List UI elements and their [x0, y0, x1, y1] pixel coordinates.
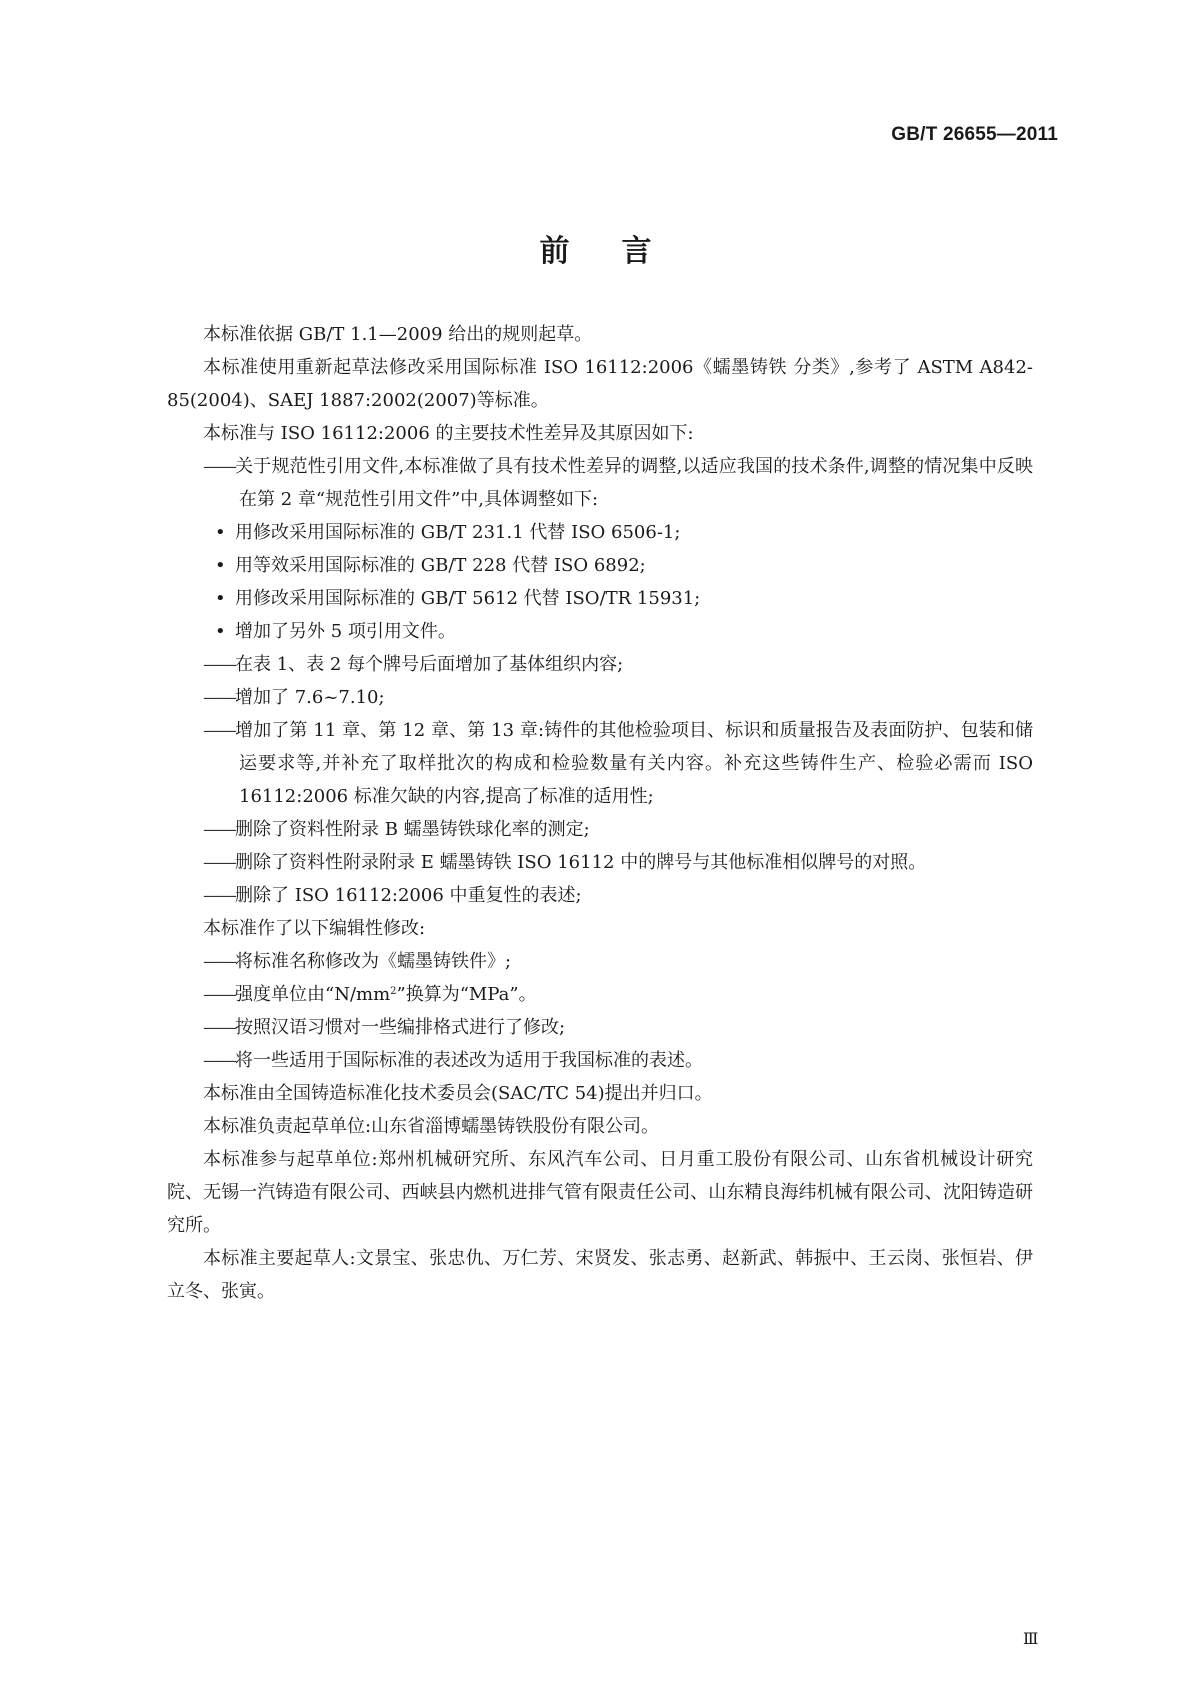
list-item-text: 将一些适用于国际标准的表述改为适用于我国标准的表述。: [235, 1050, 703, 1071]
bullet-text: 用修改采用国际标准的 GB/T 5612 代替 ISO/TR 15931;: [235, 588, 701, 609]
bullet-item: [167, 582, 1033, 615]
list-item-text: 删除了资料性附录附录 E 蠕墨铸铁 ISO 16112 中的牌号与其他标准相似牌号的对照。: [235, 852, 927, 873]
bullet-item: [167, 615, 1033, 648]
dash-marker: ——: [203, 984, 235, 1005]
bullet-text: 用等效采用国际标准的 GB/T 228 代替 ISO 6892;: [235, 555, 646, 576]
dash-marker: ——: [203, 819, 235, 840]
standard-code: GB/T 26655—2011: [891, 124, 1058, 145]
bullet-icon: •: [215, 555, 226, 576]
list-item: [167, 978, 1033, 1011]
list-item-text: 关于规范性引用文件,本标准做了具有技术性差异的调整,以适应我国的技术条件,调整的情况集中反映在第 2 章“规范性引用文件”中,具体调整如下:: [235, 456, 1033, 510]
dash-marker: ——: [203, 720, 235, 741]
bullet-text: 增加了另外 5 项引用文件。: [235, 621, 456, 642]
list-item: [167, 681, 1033, 714]
bullet-icon: •: [215, 621, 226, 642]
foreword-body: [167, 318, 1033, 1308]
list-item: [167, 714, 1033, 813]
dash-marker: ——: [203, 1050, 235, 1071]
paragraph: 本标准由全国铸造标准化技术委员会(SAC/TC 54)提出并归口。: [203, 1083, 713, 1104]
dash-marker: ——: [203, 654, 235, 675]
bullet-text: 用修改采用国际标准的 GB/T 231.1 代替 ISO 6506-1;: [235, 522, 681, 543]
list-item: [167, 648, 1033, 681]
list-item: [167, 945, 1033, 978]
dash-marker: ——: [203, 1017, 235, 1038]
dash-marker: ——: [203, 885, 235, 906]
bullet-icon: •: [215, 522, 226, 543]
bullet-item: [167, 549, 1033, 582]
list-item: [167, 813, 1033, 846]
dash-marker: ——: [203, 951, 235, 972]
paragraph: 本标准主要起草人:文景宝、张忠仇、万仁芳、宋贤发、张志勇、赵新武、韩振中、王云岗、张恒岩、伊立冬、张寅。: [167, 1248, 1033, 1302]
paragraph: 本标准作了以下编辑性修改:: [203, 918, 426, 939]
dash-marker: ——: [203, 852, 235, 873]
list-item: [167, 879, 1033, 912]
paragraph: 本标准参与起草单位:郑州机械研究所、东风汽车公司、日月重工股份有限公司、山东省机械设计研究院、无锡一汽铸造有限公司、西峡县内燃机进排气管有限责任公司、山东精良海纬机械有限公司、沈阳铸造研究所。: [167, 1149, 1033, 1236]
list-item: [167, 1044, 1033, 1077]
page-title: 前言: [539, 234, 704, 269]
paragraph: 本标准使用重新起草法修改采用国际标准 ISO 16112:2006《蠕墨铸铁 分类》,参考了 ASTM A842-85(2004)、SAEJ 1887:2002(2007)等标准。: [167, 357, 1033, 411]
dash-marker: ——: [203, 687, 235, 708]
list-item: [167, 846, 1033, 879]
list-item-text: 按照汉语习惯对一些编排格式进行了修改;: [235, 1017, 566, 1038]
list-item-text: 删除了资料性附录 B 蠕墨铸铁球化率的测定;: [235, 819, 590, 840]
list-item-text: 增加了第 11 章、第 12 章、第 13 章:铸件的其他检验项目、标识和质量报告及表面防护、包装和储运要求等,并补充了取样批次的构成和检验数量有关内容。补充这些铸件生产、检验必需而 ISO 16112:2006 标准欠缺的内容,提高了标准的适用性;: [235, 720, 1033, 807]
exponent: 2: [390, 986, 397, 997]
list-item: [167, 450, 1033, 516]
list-item: [167, 1011, 1033, 1044]
list-item-text: 在表 1、表 2 每个牌号后面增加了基体组织内容;: [235, 654, 624, 675]
list-item-text-post: ”换算为“MPa”。: [396, 984, 537, 1005]
bullet-icon: •: [215, 588, 226, 609]
list-item-text-pre: 强度单位由“N/mm: [235, 984, 391, 1005]
paragraph: 本标准与 ISO 16112:2006 的主要技术性差异及其原因如下:: [203, 423, 694, 444]
page-number: Ⅲ: [1023, 1629, 1039, 1648]
bullet-item: [167, 516, 1033, 549]
paragraph: 本标准负责起草单位:山东省淄博蠕墨铸铁股份有限公司。: [203, 1116, 660, 1137]
dash-marker: ——: [203, 456, 235, 477]
list-item-text: 删除了 ISO 16112:2006 中重复性的表述;: [235, 885, 582, 906]
list-item-text: 增加了 7.6~7.10;: [235, 687, 385, 708]
list-item-text: 将标准名称修改为《蠕墨铸铁件》;: [235, 951, 512, 972]
paragraph: 本标准依据 GB/T 1.1—2009 给出的规则起草。: [203, 324, 593, 345]
